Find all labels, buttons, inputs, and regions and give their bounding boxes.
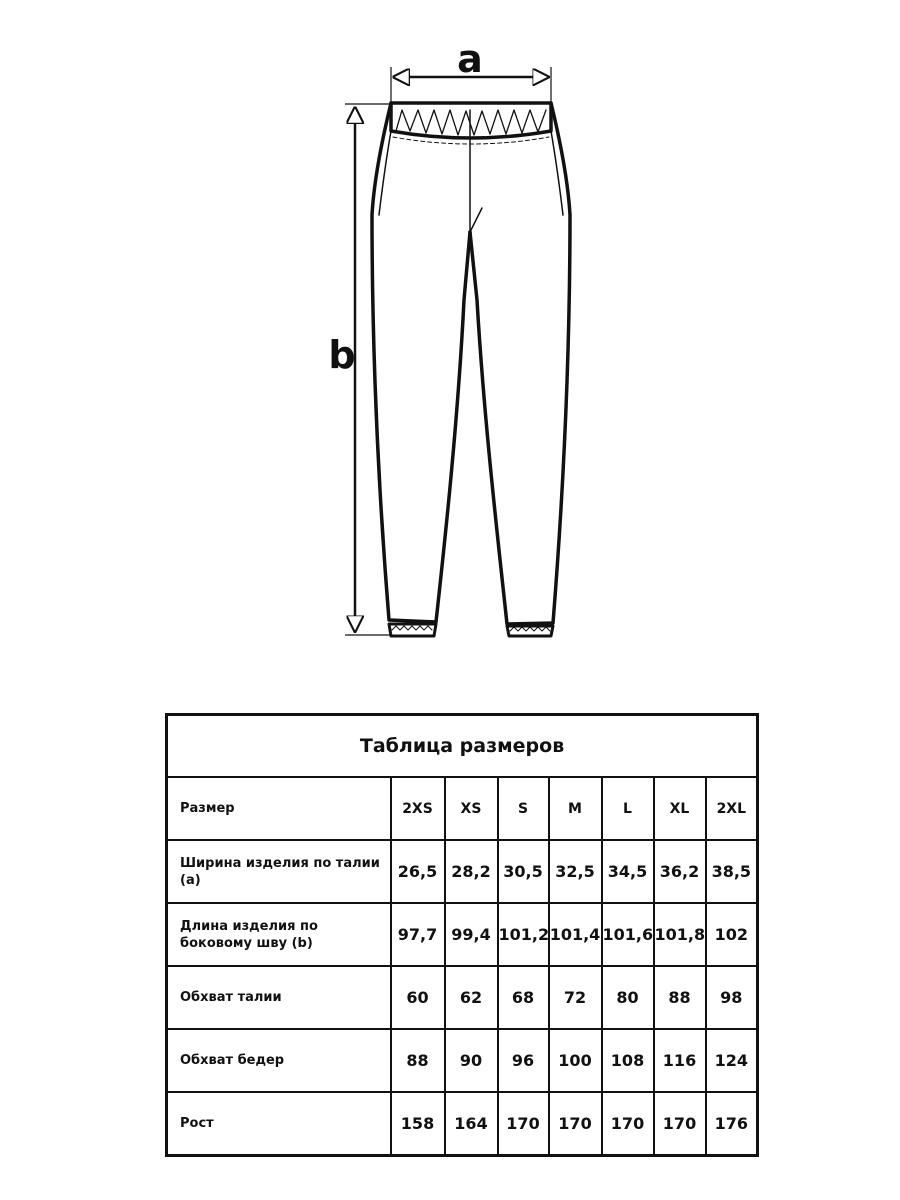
right-leg bbox=[470, 103, 570, 624]
table-cell: 170 bbox=[654, 1092, 706, 1156]
table-cell: 72 bbox=[549, 966, 602, 1029]
row-label: Ширина изделия по талии (a) bbox=[167, 840, 391, 903]
size-header-cell: M bbox=[549, 777, 602, 840]
table-cell: 170 bbox=[602, 1092, 654, 1156]
table-cell: 101,8 bbox=[654, 903, 706, 966]
table-row bbox=[167, 1092, 758, 1156]
table-cell: 34,5 bbox=[602, 840, 654, 903]
crotch-line bbox=[470, 208, 482, 232]
table-cell: 102 bbox=[706, 903, 758, 966]
size-header-label: Размер bbox=[167, 777, 391, 840]
table-title: Таблица размеров bbox=[167, 715, 758, 778]
table-cell: 99,4 bbox=[445, 903, 498, 966]
table-cell: 116 bbox=[654, 1029, 706, 1092]
size-table bbox=[165, 713, 759, 1157]
size-header-cell: XS bbox=[445, 777, 498, 840]
row-label: Обхват бедер bbox=[167, 1029, 391, 1092]
dimension-b-label: b bbox=[328, 333, 356, 377]
table-cell: 38,5 bbox=[706, 840, 758, 903]
table-cell: 28,2 bbox=[445, 840, 498, 903]
table-cell: 80 bbox=[602, 966, 654, 1029]
size-header-cell: 2XS bbox=[391, 777, 445, 840]
table-cell: 68 bbox=[498, 966, 549, 1029]
row-label: Рост bbox=[167, 1092, 391, 1156]
table-row bbox=[167, 1029, 758, 1092]
table-cell: 101,6 bbox=[602, 903, 654, 966]
left-leg bbox=[372, 103, 470, 622]
dimension-a-label: a bbox=[457, 37, 483, 81]
table-cell: 124 bbox=[706, 1029, 758, 1092]
table-cell: 62 bbox=[445, 966, 498, 1029]
size-header-row bbox=[167, 777, 758, 840]
size-header-cell: XL bbox=[654, 777, 706, 840]
table-cell: 36,2 bbox=[654, 840, 706, 903]
table-cell: 88 bbox=[391, 1029, 445, 1092]
table-cell: 164 bbox=[445, 1092, 498, 1156]
size-header-cell: 2XL bbox=[706, 777, 758, 840]
table-cell: 101,4 bbox=[549, 903, 602, 966]
row-label: Обхват талии bbox=[167, 966, 391, 1029]
table-cell: 158 bbox=[391, 1092, 445, 1156]
table-cell: 97,7 bbox=[391, 903, 445, 966]
table-cell: 88 bbox=[654, 966, 706, 1029]
table-cell: 98 bbox=[706, 966, 758, 1029]
table-row bbox=[167, 840, 758, 903]
dimension-a bbox=[391, 37, 551, 103]
table-row bbox=[167, 903, 758, 966]
table-cell: 101,2 bbox=[498, 903, 549, 966]
pants-illustration bbox=[372, 103, 570, 636]
table-row bbox=[167, 966, 758, 1029]
table-cell: 170 bbox=[549, 1092, 602, 1156]
table-cell: 60 bbox=[391, 966, 445, 1029]
table-cell: 176 bbox=[706, 1092, 758, 1156]
table-cell: 30,5 bbox=[498, 840, 549, 903]
size-header-cell: L bbox=[602, 777, 654, 840]
table-cell: 26,5 bbox=[391, 840, 445, 903]
table-cell: 90 bbox=[445, 1029, 498, 1092]
table-cell: 100 bbox=[549, 1029, 602, 1092]
row-label: Длина изделия по боковому шву (b) bbox=[167, 903, 391, 966]
table-cell: 170 bbox=[498, 1092, 549, 1156]
table-cell: 96 bbox=[498, 1029, 549, 1092]
table-cell: 108 bbox=[602, 1029, 654, 1092]
size-header-cell: S bbox=[498, 777, 549, 840]
table-title-row bbox=[167, 715, 758, 778]
table-cell: 32,5 bbox=[549, 840, 602, 903]
